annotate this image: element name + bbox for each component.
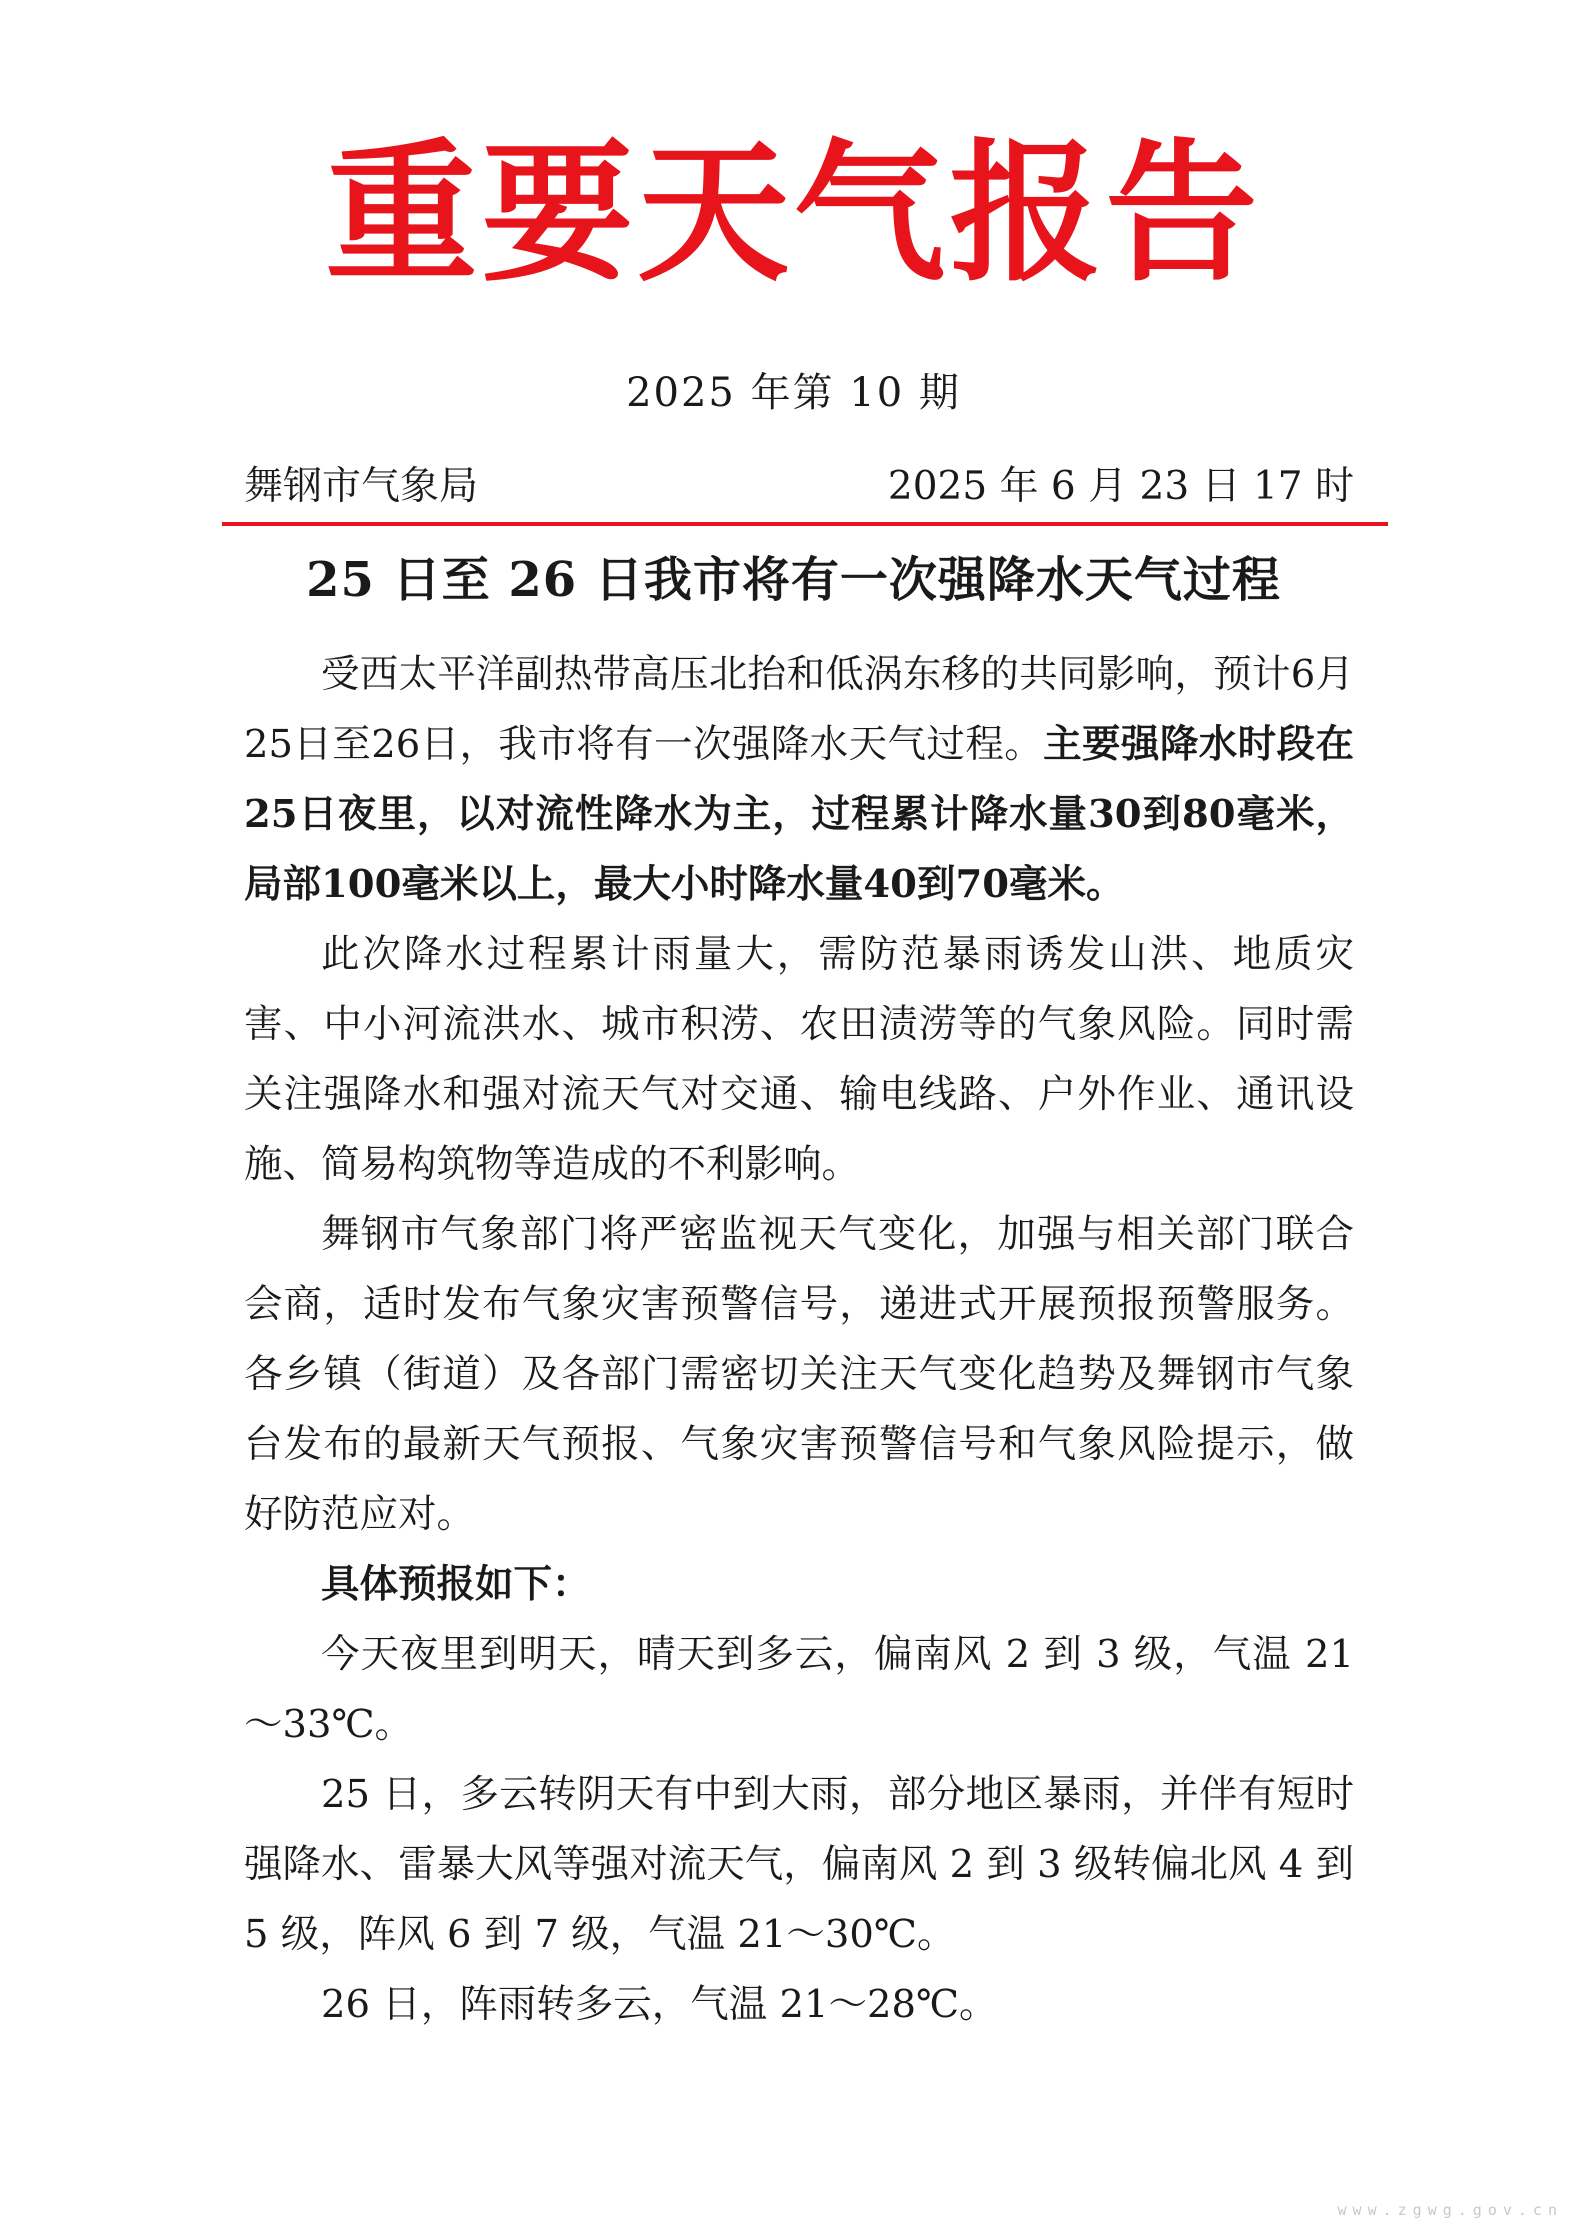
paragraph-influence-highlight: 主要强降水时段在25日夜里，以对流性降水为主，过程累计降水量30到80毫米，局部100毫米以上，最大小时降水量40到70毫米。 (244, 722, 1354, 907)
forecast-today: 今天夜里到明天，晴天到多云，偏南风 2 到 3 级，气温 21～33℃。 (244, 1632, 1354, 1747)
paragraph-influence-text: 受西太平洋副热带高压北抬和低涡东移的共同影响，预计6月25日至26日，我市将有一次强降水天气过程。 (244, 652, 1354, 767)
issuer-name: 舞钢市气象局 (244, 464, 479, 509)
paragraph-influence (244, 640, 1354, 920)
issue-datetime: 2025 年 6 月 23 日 17 时 (887, 464, 1354, 509)
report-body (244, 640, 1354, 2040)
forecast-heading: 具体预报如下： (321, 1562, 591, 1607)
red-divider (222, 522, 1388, 526)
paragraph-risks: 此次降水过程累计雨量大，需防范暴雨诱发山洪、地质灾害、中小河流洪水、城市积涝、农田渍涝等的气象风险。同时需关注强降水和强对流天气对交通、输电线路、户外作业、通讯设施、简易构筑物等造成的不利影响。 (244, 932, 1354, 1187)
paragraph-services: 舞钢市气象部门将严密监视天气变化，加强与相关部门联合会商，适时发布气象灾害预警信号，递进式开展预报预警服务。各乡镇（街道）及各部门需密切关注天气变化趋势及舞钢市气象台发布的最新天气预报、气象灾害预警信号和气象风险提示，做好防范应对。 (244, 1212, 1354, 1537)
forecast-25th: 25 日，多云转阴天有中到大雨，部分地区暴雨，并伴有短时强降水、雷暴大风等强对流天气，偏南风 2 到 3 级转偏北风 4 到 5 级，阵风 6 到 7 级，气温 21～30℃。 (244, 1772, 1354, 1957)
forecast-26th: 26 日，阵雨转多云，气温 21～28℃。 (321, 1982, 998, 2027)
meta-row (244, 462, 1354, 514)
site-watermark: www.zgwg.gov.cn (1337, 2201, 1563, 2219)
issue-number: 2025 年第 10 期 (626, 370, 961, 416)
masthead-title: 重要天气报告 (325, 123, 1262, 302)
report-headline: 25 日至 26 日我市将有一次强降水天气过程 (306, 552, 1281, 608)
